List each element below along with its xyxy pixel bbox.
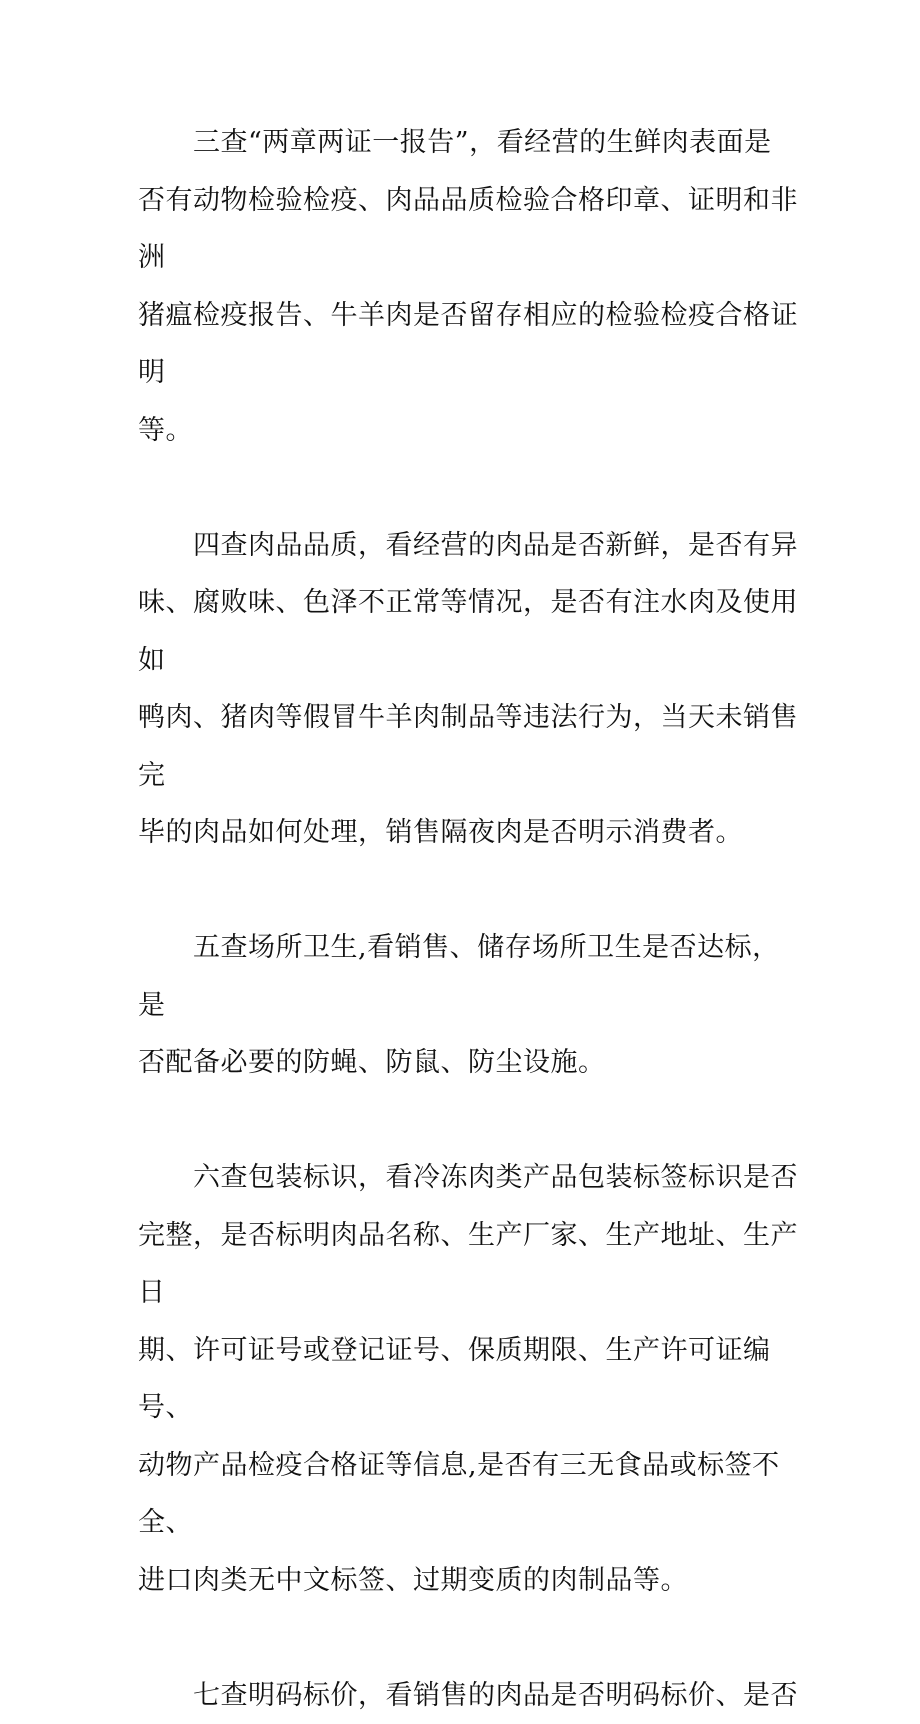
paragraph-three-checks-seals: 三查“两章两证一报告”，看经营的生鲜肉表面是 否有动物检验检疫、肉品品质检验合格印章、证明和非洲 猪瘟检疫报告、牛羊肉是否留存相应的检验检疫合格证明 等。: [138, 114, 800, 459]
paragraph-six-packaging-labels: 六查包装标识，看冷冻肉类产品包装标签标识是否 完整，是否标明肉品名称、生产厂家、生产地址、生产日 期、许可证号或登记证号、保质期限、生产许可证编号、 动物产品检疫合格证等信息,是否有三无食品或标签不全、 进口肉类无中文标签、过期变质的肉制品等。: [138, 1149, 800, 1609]
paragraph-five-site-hygiene: 五查场所卫生,看销售、储存场所卫生是否达标，是 否配备必要的防蝇、防鼠、防尘设施。: [138, 919, 800, 1092]
paragraph-seven-price-marking: 七查明码标价，看销售的肉品是否明码标价、是否: [138, 1667, 800, 1724]
paragraph-four-meat-quality: 四查肉品品质，看经营的肉品是否新鲜，是否有异 味、腐败味、色泽不正常等情况，是否有注水肉及使用如 鸭肉、猪肉等假冒牛羊肉制品等违法行为，当天未销售完 毕的肉品如何处理，销售隔夜肉是否明示消费者。: [138, 517, 800, 862]
